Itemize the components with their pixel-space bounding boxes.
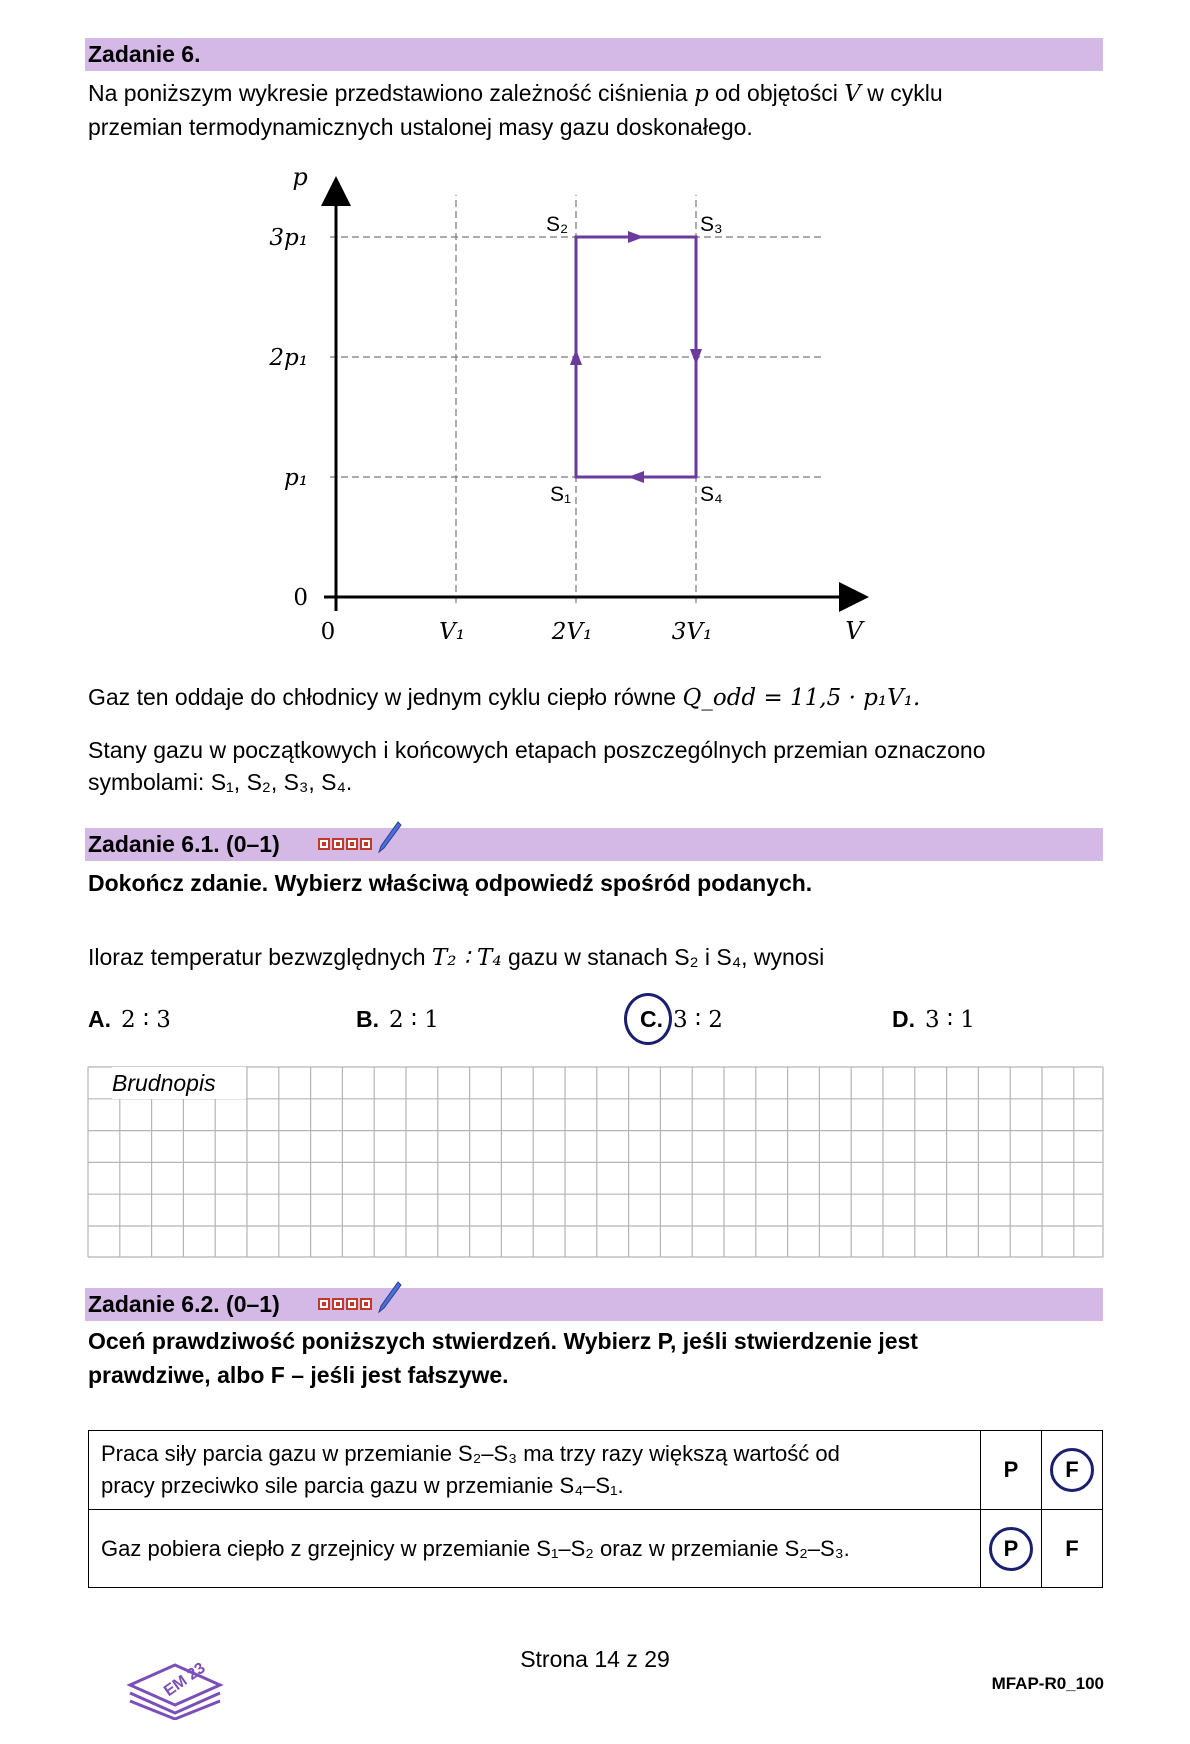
y-tick-label-3: 3p₁ <box>269 225 308 251</box>
task61-question <box>88 940 824 975</box>
tf-row-2-p[interactable] <box>981 1510 1042 1588</box>
x-tick-label-2: 2V₁ <box>551 619 593 645</box>
heat-line <box>88 680 920 715</box>
chart-axes <box>324 179 866 611</box>
question-formula: T₂ ∶ T₄ <box>431 945 502 971</box>
state-label-3: S₃ <box>700 213 723 236</box>
answer-a-letter: A. <box>88 1006 111 1032</box>
draft-label: Brudnopis <box>112 1067 246 1099</box>
intro-symbol-p: p <box>693 81 709 107</box>
y-tick-label-0: 0 <box>293 585 308 611</box>
x-tick-label-1: V₁ <box>439 619 465 645</box>
task6-title: Zadanie 6. <box>88 41 201 67</box>
state-label-2: S₂ <box>546 213 569 236</box>
answer-d[interactable] <box>892 1002 975 1037</box>
answer-a[interactable] <box>88 1002 171 1037</box>
tf-row-2-f[interactable] <box>1042 1510 1103 1588</box>
tf-row-1-line2: pracy przeciwko sile parcia gazu w przemianie S₄–S₁. <box>101 1473 624 1498</box>
tf-row-2-line1: Gaz pobiera ciepło z grzejnicy w przemianie S₁–S₂ oraz w przemianie S₂–S₃. <box>101 1535 850 1561</box>
tf-row-1-line1: Praca siły parcia gazu w przemianie S₂–S₃ ma trzy razy większą wartość od <box>101 1441 840 1466</box>
answer-c-value: 3 ∶ 2 <box>673 1007 723 1033</box>
tf-row-1-p-label: P <box>1003 1457 1019 1482</box>
task62-instruction-2: prawdziwe, albo F – jeśli jest fałszywe. <box>88 1362 509 1388</box>
intro-text-b: od objętości <box>708 80 845 106</box>
em23-logo <box>120 1630 230 1720</box>
answer-b[interactable] <box>356 1002 439 1037</box>
heat-text: Gaz ten oddaje do chłodnicy w jednym cyklu ciepło równe <box>88 684 683 710</box>
tf-row-2-p-circle-mark <box>989 1527 1033 1571</box>
tf-row-2-p-label: P <box>1003 1535 1019 1561</box>
pv-chart <box>0 0 1190 680</box>
state-label-1: S₁ <box>550 483 572 506</box>
task62-instruction-1: Oceń prawdziwość poniższych stwierdzeń. Wybierz P, jeśli stwierdzenie jest <box>88 1328 918 1354</box>
tf-row-2 <box>89 1510 1103 1588</box>
intro-text-c: w cyklu <box>860 80 943 106</box>
cycle-arrow-3 <box>690 349 702 365</box>
y-axis-label: p <box>292 163 308 191</box>
pen-icon <box>376 820 402 856</box>
cycle-arrow-1 <box>570 349 582 365</box>
points-icon <box>318 838 372 850</box>
heat-formula: Q_odd = 11,5 · p₁V₁. <box>682 685 921 711</box>
answer-d-letter: D. <box>892 1006 915 1032</box>
task62-title: Zadanie 6.2. (0–1) <box>88 1291 280 1317</box>
states-line2: symbolami: S₁, S₂, S₃, S₄. <box>88 769 353 795</box>
question-text-a: Iloraz temperatur bezwzględnych <box>88 944 432 970</box>
answer-c-circle-mark <box>624 993 672 1045</box>
task61-title: Zadanie 6.1. (0–1) <box>88 831 280 857</box>
pen-icon-2 <box>376 1280 402 1316</box>
answer-d-value: 3 ∶ 1 <box>925 1007 975 1033</box>
x-tick-label-0: 0 <box>320 619 336 645</box>
document-code: MFAP-R0_100 <box>991 1674 1104 1693</box>
cycle-arrow-2 <box>628 231 644 243</box>
tf-row-1-f-circle-mark <box>1050 1448 1094 1492</box>
answer-c-letter: C. <box>640 1006 663 1032</box>
tf-row-1-statement <box>89 1431 981 1510</box>
x-tick-label-3: 3V₁ <box>671 619 713 645</box>
intro-symbol-v: V <box>844 81 861 107</box>
tf-row-1 <box>89 1431 1103 1510</box>
tf-row-2-f-label: F <box>1065 1535 1079 1561</box>
answer-a-value: 2 ∶ 3 <box>121 1007 171 1033</box>
intro-text-a: Na poniższym wykresie przedstawiono zależność ciśnienia <box>88 80 694 106</box>
task61-instruction: Dokończ zdanie. Wybierz właściwą odpowiedź spośród podanych. <box>88 870 813 896</box>
tf-row-1-f-label: F <box>1065 1457 1079 1482</box>
tf-row-1-f[interactable] <box>1042 1431 1103 1510</box>
y-tick-label-1: p₁ <box>284 465 308 491</box>
tf-row-1-p[interactable] <box>981 1431 1042 1510</box>
task6-intro-line2: przemian termodynamicznych ustalonej masy gazu doskonałego. <box>88 114 753 140</box>
logo-text: EM 23 <box>160 1659 209 1701</box>
y-tick-label-2: 2p₁ <box>269 345 308 371</box>
state-label-4: S₄ <box>700 483 723 506</box>
tf-row-2-statement <box>89 1510 981 1588</box>
answer-b-letter: B. <box>356 1006 379 1032</box>
cycle-arrow-4 <box>628 471 644 483</box>
page-number: Strona 14 z 29 <box>520 1646 670 1672</box>
x-axis-label: V <box>845 617 863 645</box>
true-false-table <box>88 1430 1103 1588</box>
answer-b-value: 2 ∶ 1 <box>389 1007 439 1033</box>
states-line1: Stany gazu w początkowych i końcowych etapach poszczególnych przemian oznaczono <box>88 737 986 763</box>
question-text-b: gazu w stanach S₂ i S₄, wynosi <box>501 944 825 970</box>
points-icon-2 <box>318 1298 372 1310</box>
